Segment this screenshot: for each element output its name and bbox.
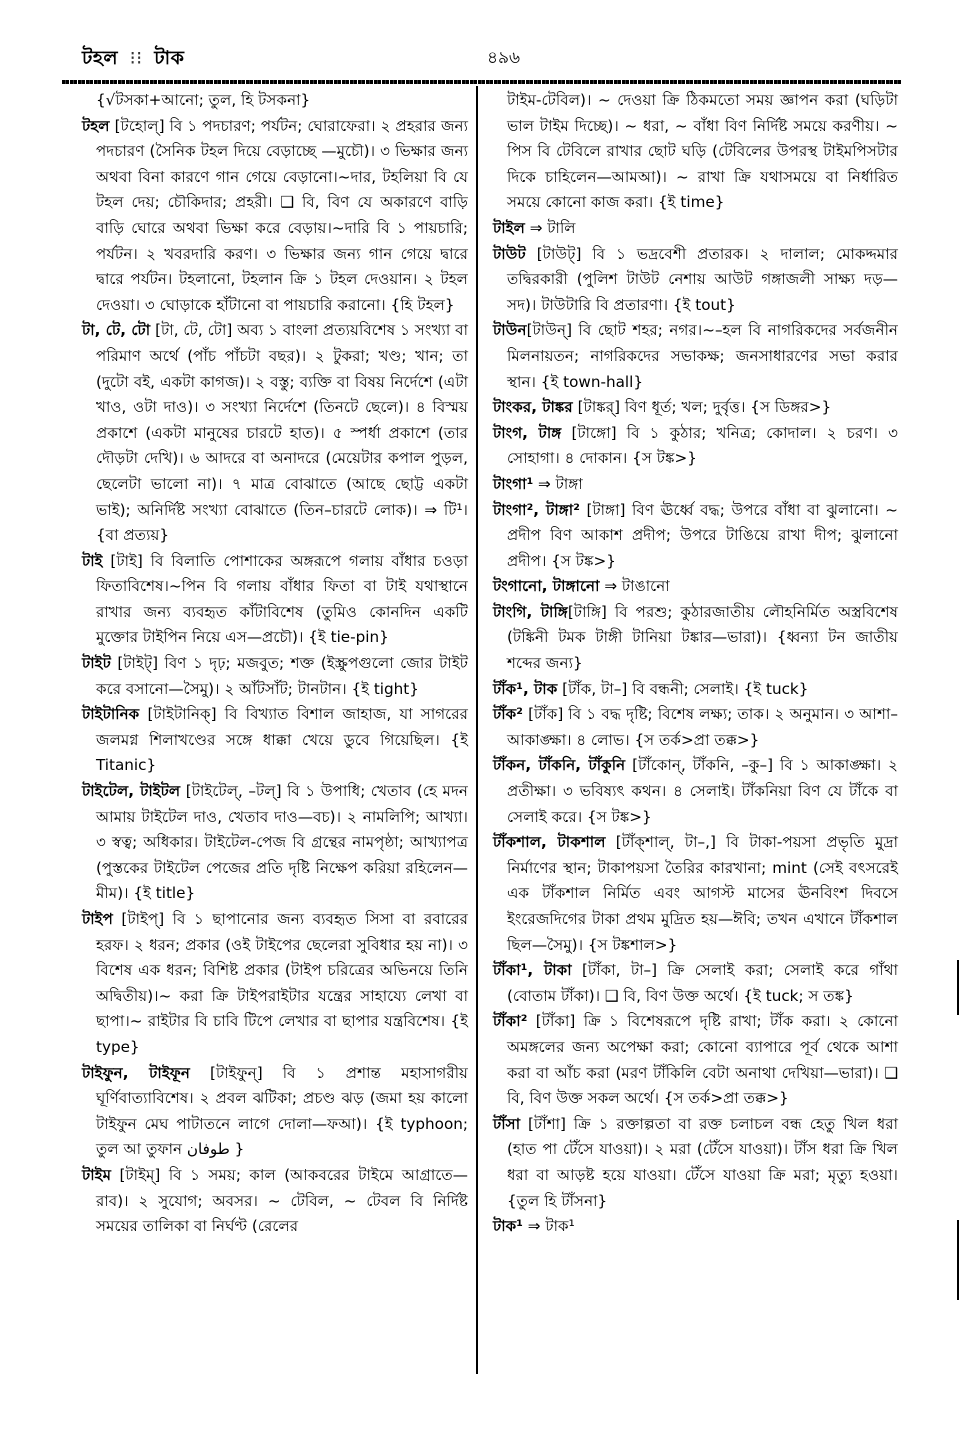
entry-headword: টাইপ: [82, 910, 113, 928]
dictionary-entry: [493, 1009, 898, 1111]
dictionary-entry: [493, 318, 898, 395]
entry-body: [টাঁকা] ক্রি ১ বিশেষরূপে দৃষ্টি রাখা; টাঁক করা। ২ কোনো অমঙ্গলের জন্য অপেক্ষা করা; কোনো ব্যাপারে পূর্ব থেকে আশা করা বা আঁচ করা (মরণ টাঁকিলি বেটা অনাথা দেখিয়া—ভারা)। ❑ বি, বিণ উক্ত সকল অর্থে। {স তর্ক>প্রা তক্ক>}: [507, 1012, 898, 1108]
header-rule: [62, 80, 902, 84]
entry-body: [টাইপ্] বি ১ ছাপানোর জন্য ব্যবহৃত সিসা বা রবারের হরফ। ২ ধরন; প্রকার (ওই টাইপের ছেলেরা সুবিধার হয় না)। ৩ বিশেষ এক ধরন; বিশিষ্ট প্রকার (টাইপ চরিত্রের অভিনয়ে তিনি অদ্বিতীয়)।~ করা ক্রি টাইপরাইটার যন্ত্রের সাহায্যে লেখা বা ছাপা।~ রাইটার বি চাবি টিপে লেখার বা ছাপার যন্ত্রবিশেষ। {ই type}: [96, 910, 468, 1056]
dictionary-entry: [493, 677, 898, 703]
entry-headword: টাই: [82, 551, 103, 570]
entry-body: [টাইটানিক্] বি বিখ্যাত বিশাল জাহাজ, যা সাগরের জলমগ্ন শিলাখণ্ডের সঙ্গে ধাক্কা খেয়ে ডুবে গিয়েছিল। {ই Titanic}: [96, 705, 468, 775]
dictionary-entry: [493, 702, 898, 753]
dictionary-entry: [493, 1214, 898, 1240]
dictionary-entry: [82, 907, 468, 1061]
entry-body: [টাইটেল্, –টল্] বি ১ উপাধি; খেতাব (হে মদন আমায় টাইটেল দাও, খেতাব দাও—বচ)। ২ নামলিপি; আখ্যা। ৩ স্বত্ব; অধিকার। টাইটেল-পেজ বি গ্রন্থের নামপৃষ্ঠা; আখ্যাপত্র (পুস্তকের টাইটেল পেজের প্রতি দৃষ্টি নিক্ষেপ করিয়া রহিলেন—মীম)। {ই title}: [96, 782, 468, 903]
entry-headword: টহল: [82, 116, 110, 135]
entry-body: [টাঁশা] ক্রি ১ রক্তাল্পতা বা রক্ত চলাচল বন্ধ হেতু খিল ধরা (হাত পা টেঁসে যাওয়া)। ২ মরা (টেঁসে যাওয়া)। টাঁস ধরা ক্রি খিল ধরা বা আড়ষ্ট হয়ে যাওয়া। টেঁসে যাওয়া ক্রি মরা; মৃত্যু হওয়া। {তুল হি টাঁসনা}: [507, 1114, 898, 1210]
dictionary-entry: [82, 779, 468, 907]
entry-body: [টাঙ্কর্] বিণ ধূর্ত; খল; দুর্বৃত্ত। {স ডিঙ্গর>}: [572, 398, 832, 417]
entry-headword: টাক¹: [493, 1217, 523, 1236]
entry-headword: টাইফুন, টাইফূন: [82, 1063, 190, 1082]
entry-continuation: [493, 88, 898, 216]
dictionary-entry: [82, 549, 468, 651]
entry-headword: টাইট: [82, 654, 111, 673]
entry-headword: টাংগি, টাঙ্গি: [493, 602, 568, 621]
entry-headword: টাঁকন, টাঁকনি, টাঁকুনি: [493, 756, 626, 775]
dictionary-entry: [493, 216, 898, 242]
dictionary-entry: [493, 958, 898, 1009]
entry-body: [টাই] বি বিলাতি পোশাকের অঙ্গরূপে গলায় বাঁধার চওড়া ফিতাবিশেষ।~পিন বি গলায় বাঁধার ফিতা বা টাই যথাস্থানে রাখার জন্য ব্যবহৃত কাঁটাবিশেষ (তুমিও কোনদিন একটি মুক্তোর টাইপিন নিয়ে এস—প্রচৌ)। {ই tie-pin}: [96, 551, 468, 647]
entry-body: [টাইম্] বি ১ সময়; কাল (আকবরের টাইমে আগ্রাতে—রাব)। ২ সুযোগ; অবসর। ~ টেবিল, ~ টেবল বি নির্দিষ্ট সময়ের তালিকা বা নির্ঘণ্ট (রেলের: [96, 1165, 468, 1236]
entry-body: [টাউন্] বি ছোট শহর; নগর।~–হল বি নাগরিকদের সর্বজনীন মিলনায়তন; নাগরিকদের সভাকক্ষ; জনসাধারণের সভা করার স্থান। {ই town-hall}: [507, 321, 898, 391]
entry-body: [টাঁক] বি ১ বদ্ধ দৃষ্টি; বিশেষ লক্ষ্য; তাক। ২ অনুমান। ৩ আশা–আকাঙ্ক্ষা। ৪ লোভ। {স তর্ক>প্রা তক্ক>}: [507, 705, 898, 749]
right-column: [493, 88, 898, 1240]
entry-headword: টাঁসা: [493, 1114, 521, 1133]
entry-body: [টাঙ্গা] বিণ ঊর্ধ্বে বদ্ধ; উপরে বাঁধা বা ঝুলানো। ~ প্রদীপ বিণ আকাশ প্রদীপ; উপরে টাঙিয়ে রাখা দীপ; ঝুলানো প্রদীপ। {স টঙ্ক>}: [507, 500, 898, 570]
entry-headword: টাঁকশাল, টাকশাল: [493, 833, 606, 852]
entry-body: ⇒ টাঙ্গা: [533, 474, 583, 493]
entry-body: [টাইফুন্] বি ১ প্রশান্ত মহাসাগরীয় ঘূর্ণিবাত্যাবিশেষ। ২ প্রবল ঝটিকা; প্রচণ্ড ঝড় (জমা হয় কালো টাইফুন মেঘ পাটাতনে লাগে দোলা—ফআ)। {ই typhoon; তুল আ তুফান طوفان }: [96, 1063, 469, 1159]
dictionary-entry: [493, 600, 898, 677]
dictionary-entry: [493, 421, 898, 472]
dictionary-entry: [493, 498, 898, 575]
entry-body: [টাউট্] বি ১ ভদ্রবেশী প্রতারক। ২ দালাল; মোকদ্দমার তদ্বিরকারী (পুলিশ টাউট নেশায় আউট গঙ্গাজলী সাক্ষ্য দড়—সদ)। টাউটারি বি প্রতারণা। {ই tout}: [507, 244, 898, 314]
entry-body: [টাঙ্গি] বি পরশু; কুঠারজাতীয় লৌহনির্মিত অস্ত্রবিশেষ (টঙ্কিনী টমক টাঙ্গী টানিয়া টঙ্কার—ভারা)। {ধ্বন্যা টন জাতীয় শব্দের জন্য}: [507, 602, 899, 673]
entry-body: [টা, টে, টো] অব্য ১ বাংলা প্রত্যয়বিশেষ ১ সংখ্যা বা পরিমাণ অর্থে (পাঁচ পাঁচটা বছর)। ২ টুকরা; খণ্ড; খান; তা (দুটো বই, একটা কাগজ)। ২ বস্তু; ব্যক্তি বা বিষয় নির্দেশে (এটা খাও, ওটা দাও)। ৩ সংখ্যা নির্দেশে (তিনটে ছেলে)। ৪ বিস্ময় প্রকাশে (একটা মানুষের চারটে হাত)। ৫ স্পর্ধা প্রকাশে (তার দৌড়টা দেখি)। ৬ আদরে বা অনাদরে (মেয়েটার কপাল পুড়ল, ছেলেটা ভালো না)। ৭ মাত্র বোঝাতে (আছে ছোট্ট একটা ভাই); অনির্দিষ্ট সংখ্যা বোঝাতে (তিন–চারটে লোক)। ⇒ টি¹। {বা প্রত্যয়}: [96, 321, 468, 545]
entry-body: [টাঁকা, টা–] ক্রি সেলাই করা; সেলাই করে গাঁথা (বোতাম টাঁকা)। ❑ বি, বিণ উক্ত অর্থে। {ই tuck; স তঙ্ক}: [507, 961, 898, 1005]
entry-body: ⇒ টালি: [524, 218, 576, 237]
entry-body: ⇒ টাক¹: [522, 1217, 575, 1236]
entry-body: [টাইট্] বিণ ১ দৃঢ়; মজবুত; শক্ত (ইস্ক্রুপগুলো জোর টাইট করে বসানো—সৈমু)। ২ আঁটসাঁট; টানটান। {ই tight}: [96, 654, 468, 698]
entry-headword: টাউন: [493, 321, 527, 340]
entry-continuation: [82, 88, 468, 114]
guide-separator: ⁝⁝: [129, 47, 143, 69]
entry-body: [টহোল্] বি ১ পদচারণ; পর্যটন; ঘোরাফেরা। ২ প্রহরার জন্য পদচারণ (সৈনিক টহল দিয়ে বেড়াচ্ছে —মুচৌ)। ৩ ভিক্ষার জন্য অথবা বিনা কারণে গান গেয়ে বেড়ানো।~দার, টহলিয়া বি যে টহল দেয়; চৌকিদার; প্রহরী। ❑ বি, বিণ যে অকারণে বাড়ি বাড়ি ঘোরে অথবা ভিক্ষা করে বেড়ায়।~দারি বি ১ পায়চারি; পর্যটন। ২ খবরদারি করণ। ৩ ভিক্ষার জন্য গান গেয়ে দ্বারে দ্বারে পর্যটন। টহলানো, টহলান ক্রি ১ টহল দেওয়ান। ২ টহল দেওয়া। ৩ ঘোড়াকে হাঁটানো বা পায়চারি করানো। {হি টহল}: [96, 116, 468, 314]
entry-headword: টাংগা², টাঙ্গা²: [493, 500, 580, 519]
guide-words: [82, 44, 184, 76]
dictionary-entry: [82, 702, 468, 779]
dictionary-entry: [82, 651, 468, 702]
entry-headword: টাংকর, টাঙ্কর: [493, 398, 573, 417]
entry-headword: টাইটানিক: [82, 705, 140, 724]
dictionary-entry: [493, 830, 898, 958]
guide-word-last: টাক: [154, 47, 185, 69]
scan-edge-mark: [957, 1220, 959, 1300]
entry-headword: টাইল: [493, 218, 525, 237]
entry-headword: টা, টে, টো: [82, 321, 151, 340]
entry-headword: টাইম: [82, 1165, 112, 1184]
page-header: [82, 40, 897, 74]
dictionary-entry: [82, 1163, 468, 1240]
entry-body: [টাঁক, টা–] বি বন্ধনী; সেলাই। {ই tuck}: [557, 679, 809, 698]
entry-headword: টংগানো, টাঙ্গানো: [493, 577, 600, 596]
entry-body: টাইম-টেবিল)। ~ দেওয়া ক্রি ঠিকমতো সময় জ্ঞাপন করা (ঘড়িটা ভাল টাইম দিচ্ছে)। ~ ধরা, ~ বাঁধা বিণ নির্দিষ্ট সময়ে করণীয়। ~ পিস বি টেবিলে রাখার ছোট ঘড়ি (টেবিলের উপরস্থ টাইমপিসটার দিকে চাহিলেন—আমআ)। ~ রাখা ক্রি যথাসময়ে বা নির্ধারিত সময়ে কোনো কাজ করা। {ই time}: [507, 91, 898, 212]
dictionary-entry: [82, 1061, 468, 1163]
entry-headword: টাইটেল, টাইটল: [82, 782, 181, 801]
entry-headword: টাঁক²: [493, 705, 523, 724]
dictionary-entry: [82, 114, 468, 319]
left-column: [82, 88, 468, 1240]
entry-headword: টাঁকা²: [493, 1012, 528, 1031]
dictionary-entry: [493, 753, 898, 830]
entry-headword: টাংগা¹: [493, 474, 534, 493]
entry-body: ⇒ টাঙানো: [599, 577, 670, 596]
entry-body: {√টসকা+আনো; তুল, হি টসকনা}: [96, 91, 311, 109]
entry-headword: টাউট: [493, 244, 526, 263]
entry-headword: টাঁক¹, টাক: [493, 679, 558, 698]
scan-edge-mark: [957, 960, 959, 1015]
dictionary-entry: [493, 472, 898, 498]
dictionary-entry: [493, 574, 898, 600]
page-number: ৪৯৬: [487, 48, 521, 68]
guide-word-first: টহল: [82, 47, 118, 69]
entry-headword: টাঁকা¹, টাকা: [493, 961, 572, 980]
dictionary-entry: [82, 318, 468, 548]
column-divider: [476, 86, 478, 1374]
dictionary-entry: [493, 1112, 898, 1214]
entry-headword: টাংগ, টাঙ্গ: [493, 423, 562, 442]
entry-body: [টাঁক্শাল্, টা–,] বি টাকা-পয়সা প্রভৃতি মুদ্রা নির্মাণের স্থান; টাকাপয়সা তৈরির কারখানা; mint (সেই বৎসরেই এক টাঁকশাল নির্মিত এবং আগস্ট মাসের ঊনবিংশ দিবসে ইংরেজদিগের টাকা প্রথম মুদ্রিত হয়—ঈবি; তখন এখানে টাঁকশাল ছিল—সৈমু)। {স টঙ্কশাল>}: [507, 833, 898, 954]
entry-body: [টাঁকোন্, টাঁকনি, –কু–] বি ১ আকাঙ্ক্ষা। ২ প্রতীক্ষা। ৩ ভবিষ্যৎ কথন। ৪ সেলাই। টাঁকনিয়া বিণ যে টাঁকে বা সেলাই করে। {স টঙ্ক>}: [507, 756, 898, 826]
dictionary-entry: [493, 395, 898, 421]
entry-body: [টাঙ্গো] বি ১ কুঠার; খনিত্র; কোদাল। ২ চরণ। ৩ সোহাগা। ৪ দোকান। {স টঙ্ক>}: [507, 423, 898, 468]
dictionary-entry: [493, 242, 898, 319]
